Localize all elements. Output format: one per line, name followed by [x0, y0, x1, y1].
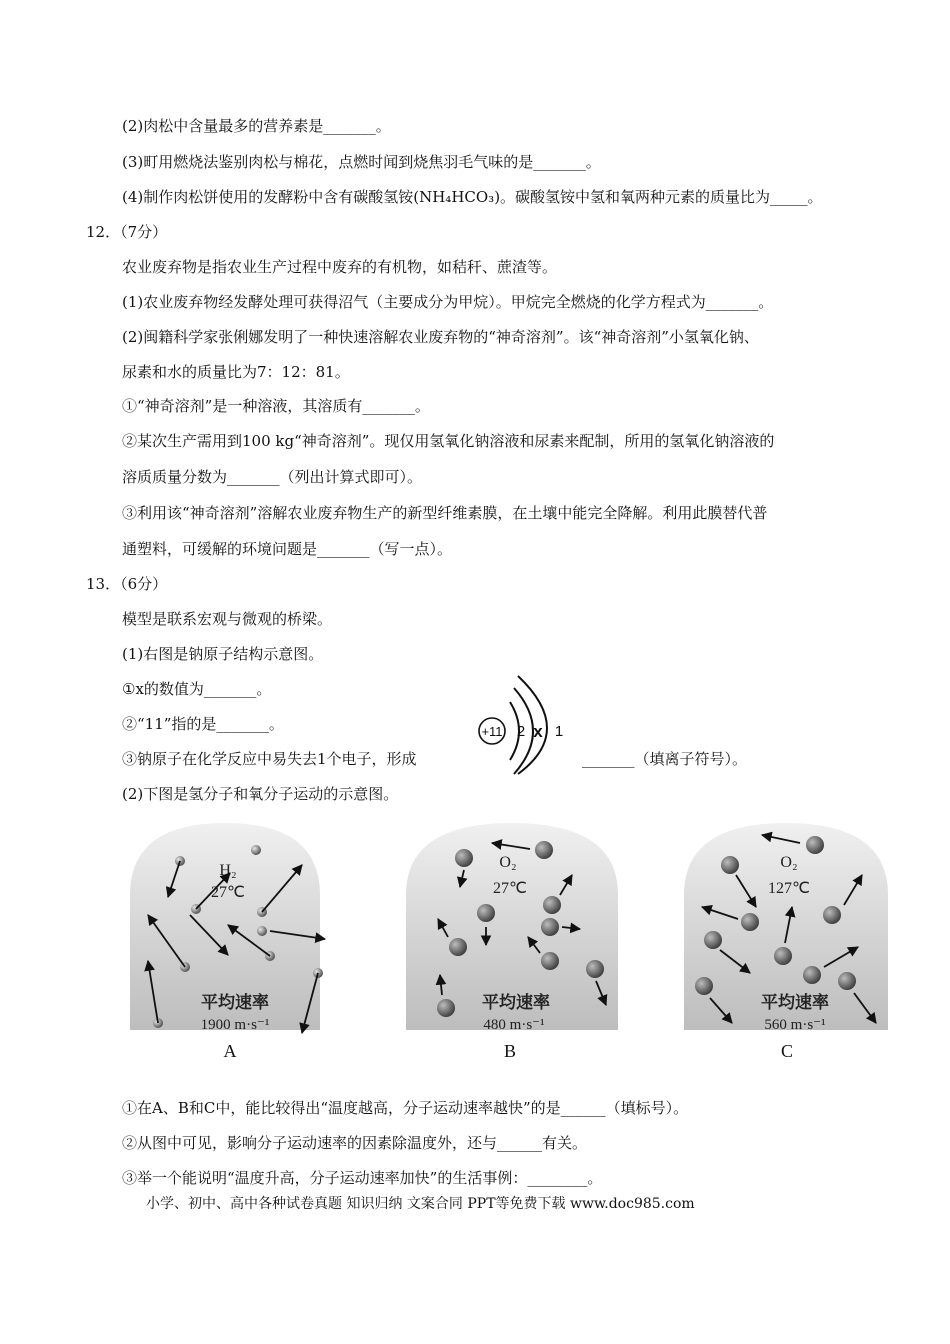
- rate-value-c: 560 m·s⁻¹: [764, 1017, 826, 1033]
- temp-label-c: 127℃: [768, 880, 810, 897]
- q12-part1: (1)农业废弃物经发酵处理可获得沼气（主要成分为甲烷）。甲烷完全燃烧的化学方程式为_______。: [122, 293, 774, 311]
- q12-part2-line2: 尿素和水的质量比为7：12：81。: [122, 363, 350, 381]
- molecule: [449, 938, 467, 956]
- molecule: [541, 918, 559, 936]
- molecule: [741, 913, 759, 931]
- q12-part2-line1: (2)闽籍科学家张俐娜发明了一种快速溶解农业废弃物的“神奇溶剂”。该“神奇溶剂”小氢氧化钠、: [122, 328, 759, 346]
- sodium-atom-diagram: [474, 670, 584, 775]
- temp-label-b: 27℃: [493, 880, 527, 897]
- q13-part2-sub2: ②从图中可见，影响分子运动速率的因素除温度外，还与______有关。: [122, 1134, 588, 1152]
- gas-label-c: O₂: [780, 854, 798, 871]
- q13-sub3-tail: _______（填离子符号）。: [582, 750, 748, 768]
- shell1-count: 2: [516, 723, 526, 740]
- panel-label-a: A: [223, 1041, 237, 1061]
- molecule: [806, 836, 824, 854]
- molecule: [251, 845, 261, 855]
- molecule: [586, 960, 604, 978]
- molecule: [803, 966, 821, 984]
- rate-value-b: 480 m·s⁻¹: [483, 1017, 545, 1033]
- q13-part1: (1)右图是钠原子结构示意图。: [122, 645, 324, 663]
- q11-part4: (4)制作肉松饼使用的发酵粉中含有碳酸氢铵(NH₄HCO₃)。碳酸氢铵中氢和氧两种元素的质量比为_____。: [122, 188, 823, 206]
- panel-b: [406, 823, 618, 1061]
- shell2-count: x: [533, 722, 543, 741]
- molecule: [543, 896, 561, 914]
- molecule: [823, 906, 841, 924]
- molecule: [704, 931, 722, 949]
- q12-sub3-line1: ③利用该“神奇溶剂”溶解农业废弃物生产的新型纤维素膜，在土壤中能完全降解。利用此膜替代普: [122, 504, 768, 522]
- rate-label-a: 平均速率: [201, 993, 269, 1013]
- panel-c: [684, 823, 888, 1061]
- q13-sub1: ①x的数值为_______。: [122, 680, 272, 698]
- molecule: [257, 926, 267, 936]
- molecule: [455, 849, 473, 867]
- gas-label-b: O₂: [499, 854, 517, 871]
- rate-label-b: 平均速率: [482, 993, 550, 1013]
- q12-sub2-line1: ②某次生产需用到100 kg“神奇溶剂”。现仅用氢氧化钠溶液和尿素来配制，所用的氢氧化钠溶液的: [122, 432, 775, 450]
- q12-sub1: ①“神奇溶剂”是一种溶液，其溶质有_______。: [122, 397, 430, 415]
- q13-heading: 13．（6分）: [86, 575, 168, 593]
- q11-part3: (3)町用燃烧法鉴别肉松与棉花，点燃时闻到烧焦羽毛气味的是_______。: [122, 153, 601, 171]
- q13-intro: 模型是联系宏观与微观的桥梁。: [122, 610, 333, 628]
- panel-label-c: C: [780, 1041, 794, 1061]
- nucleus-label: +11: [481, 724, 503, 739]
- molecule: [695, 977, 713, 995]
- q13-part2: (2)下图是氢分子和氧分子运动的示意图。: [122, 785, 399, 803]
- q12-intro: 农业废弃物是指农业生产过程中废弃的有机物，如秸秆、蔗渣等。: [122, 258, 558, 276]
- gas-label-a: H₂: [219, 862, 237, 879]
- molecule: [535, 841, 553, 859]
- q13-part2-sub1: ①在A、B和C中，能比较得出“温度越高，分子运动速率越快”的是______（填标号）。: [122, 1099, 689, 1117]
- rate-label-c: 平均速率: [761, 993, 829, 1013]
- rate-value-a: 1900 m·s⁻¹: [200, 1017, 270, 1033]
- q13-part2-sub3: ③举一个能说明“温度升高，分子运动速率加快”的生活事例：________。: [122, 1169, 603, 1187]
- molecule: [774, 947, 792, 965]
- temp-label-a: 27℃: [211, 884, 245, 901]
- molecule: [437, 999, 455, 1017]
- molecule: [477, 904, 495, 922]
- q11-part2: (2)肉松中含量最多的营养素是_______。: [122, 117, 391, 135]
- panel-label-b: B: [503, 1041, 517, 1061]
- q12-sub2-line2: 溶质质量分数为_______（列出计算式即可）。: [122, 468, 423, 486]
- page-footer: 小学、初中、高中各种试卷真题 知识归纳 文案合同 PPT等免费下载 www.doc985.com: [146, 1196, 695, 1212]
- panel-a: [130, 823, 325, 1061]
- molecule: [721, 856, 739, 874]
- molecule-motion-figure: [120, 815, 900, 1065]
- molecule: [838, 972, 856, 990]
- molecule: [541, 952, 559, 970]
- q12-sub3-line2: 通塑料，可缓解的环境问题是_______（写一点）。: [122, 540, 453, 558]
- q13-sub3: ③钠原子在化学反应中易失去1个电子，形成: [122, 750, 417, 768]
- q13-sub2: ②“11”指的是_______。: [122, 715, 284, 733]
- shell3-count: 1: [554, 723, 564, 740]
- q12-heading: 12．（7分）: [86, 223, 168, 241]
